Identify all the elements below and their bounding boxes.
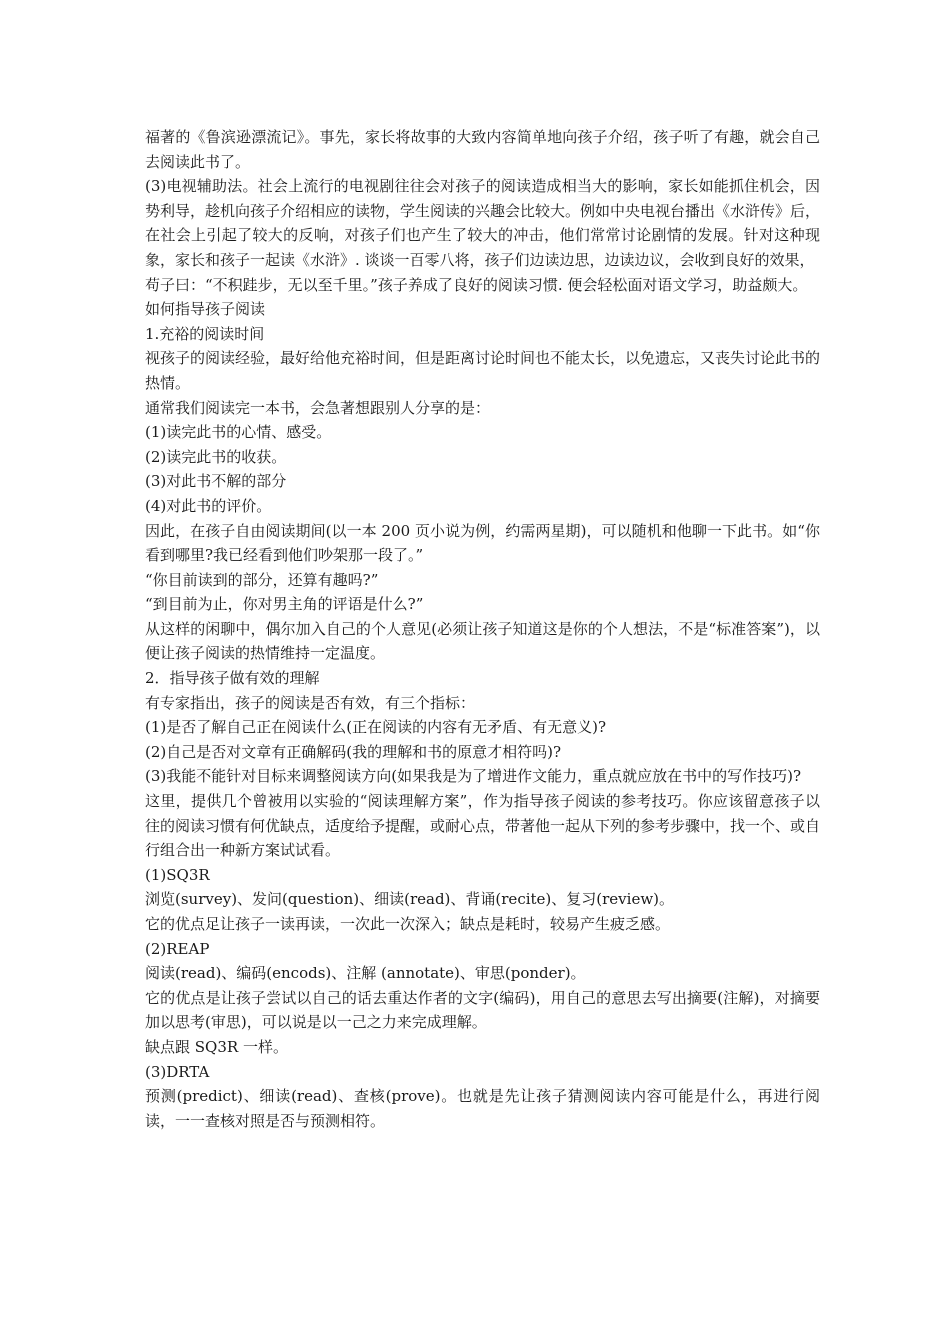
- paragraph: 从这样的闲聊中，偶尔加入自己的个人意见(必须让孩子知道这是你的个人想法，不是“标准答案”)，以便让孩子阅读的热情维持一定温度。: [145, 619, 820, 663]
- quote-line: “到目前为止，你对男主角的评语是什么?”: [145, 595, 424, 614]
- subsection-heading: 1.充裕的阅读时间: [145, 324, 265, 343]
- list-item: (3)我能不能针对目标来调整阅读方向(如果我是为了增进作文能力，重点就应放在书中的写作技巧)?: [145, 767, 801, 786]
- method-heading: (1)SQ3R: [145, 865, 210, 884]
- section-heading: 如何指导孩子阅读: [145, 300, 266, 319]
- list-item: (1)是否了解自己正在阅读什么(正在阅读的内容有无矛盾、有无意义)?: [145, 718, 606, 737]
- paragraph: 通常我们阅读完一本书，会急著想跟别人分享的是：: [145, 398, 491, 417]
- paragraph: 苟子曰：“不积跬步，无以至千里。”孩子养成了良好的阅读习惯. 便会轻松面对语文学习，助益颇大。: [145, 275, 808, 294]
- paragraph: 它的优点足让孩子一读再读，一次此一次深入；缺点是耗时，较易产生疲乏感。: [145, 915, 671, 933]
- paragraph: 视孩子的阅读经验，最好给他充裕时间，但是距离讨论时间也不能太长，以免遗忘，又丧失讨论此书的热情。: [145, 349, 821, 392]
- paragraph: (3)电视辅助法。社会上流行的电视剧往往会对孩子的阅读造成相当大的影响，家长如能抓住机会，因势利导，趁机向孩子介绍相应的读物，学生阅读的兴趣会比较大。例如中央电视台播出《水浒传》后，在社会上引起了较大的反响，对孩子们也产生了较大的冲击，他们常常讨论剧情的发展。针对这种现象，家长和孩子一起读《水浒》. 谈谈一百零八将，孩子们边读边思，边读边议，会收到良好的效果，: [145, 177, 821, 269]
- paragraph: 因此，在孩子自由阅读期间(以一本 200 页小说为例，约需两星期)，可以随机和他聊一下此书。如“你看到哪里?我已经看到他们吵架那一段了。”: [145, 521, 820, 565]
- paragraph: 有专家指出，孩子的阅读是否有效，有三个指标：: [145, 693, 476, 712]
- paragraph: 这里，提供几个曾被用以实验的“阅读理解方案”，作为指导孩子阅读的参考技巧。你应该留意孩子以往的阅读习惯有何优缺点，适度给予提醒，或耐心点，带著他一起从下列的参考步骤中，找一个、或自行组合出一种新方案试试看。: [145, 792, 821, 860]
- paragraph: 预测(predict)、细读(read)、查核(prove)。也就是先让孩子猜测阅读内容可能是什么，再进行阅读，一一查核对照是否与预测相符。: [145, 1087, 820, 1130]
- list-item: (3)对此书不解的部分: [145, 472, 287, 491]
- paragraph: 阅读(read)、编码(encods)、注解 (annotate)、审思(ponder)。: [145, 964, 586, 983]
- list-item: (2)自己是否对文章有正确解码(我的理解和书的原意才相符吗)?: [145, 742, 561, 761]
- list-item: (1)读完此书的心情、感受。: [145, 423, 332, 442]
- paragraph: 缺点跟 SQ3R 一样。: [145, 1037, 288, 1056]
- paragraph: 福著的《鲁滨逊漂流记》。事先，家长将故事的大致内容简单地向孩子介绍，孩子听了有趣，就会自己去阅读此书了。: [145, 128, 820, 171]
- quote-line: “你目前读到的部分，还算有趣吗?”: [145, 570, 379, 589]
- subsection-heading: 2．指导孩子做有效的理解: [145, 669, 320, 688]
- paragraph: 它的优点是让孩子尝试以自己的话去重达作者的文字(编码)，用自己的意思去写出摘要(注解)，对摘要加以思考(审思)，可以说是以一己之力来完成理解。: [145, 988, 820, 1032]
- document-page: [145, 125, 820, 1133]
- method-heading: (2)REAP: [145, 939, 210, 958]
- list-item: (4)对此书的评价。: [145, 496, 272, 515]
- paragraph: 浏览(survey)、发问(question)、细读(read)、背诵(recite)、复习(review)。: [145, 890, 675, 909]
- method-heading: (3)DRTA: [145, 1062, 210, 1081]
- list-item: (2)读完此书的收获。: [145, 447, 287, 466]
